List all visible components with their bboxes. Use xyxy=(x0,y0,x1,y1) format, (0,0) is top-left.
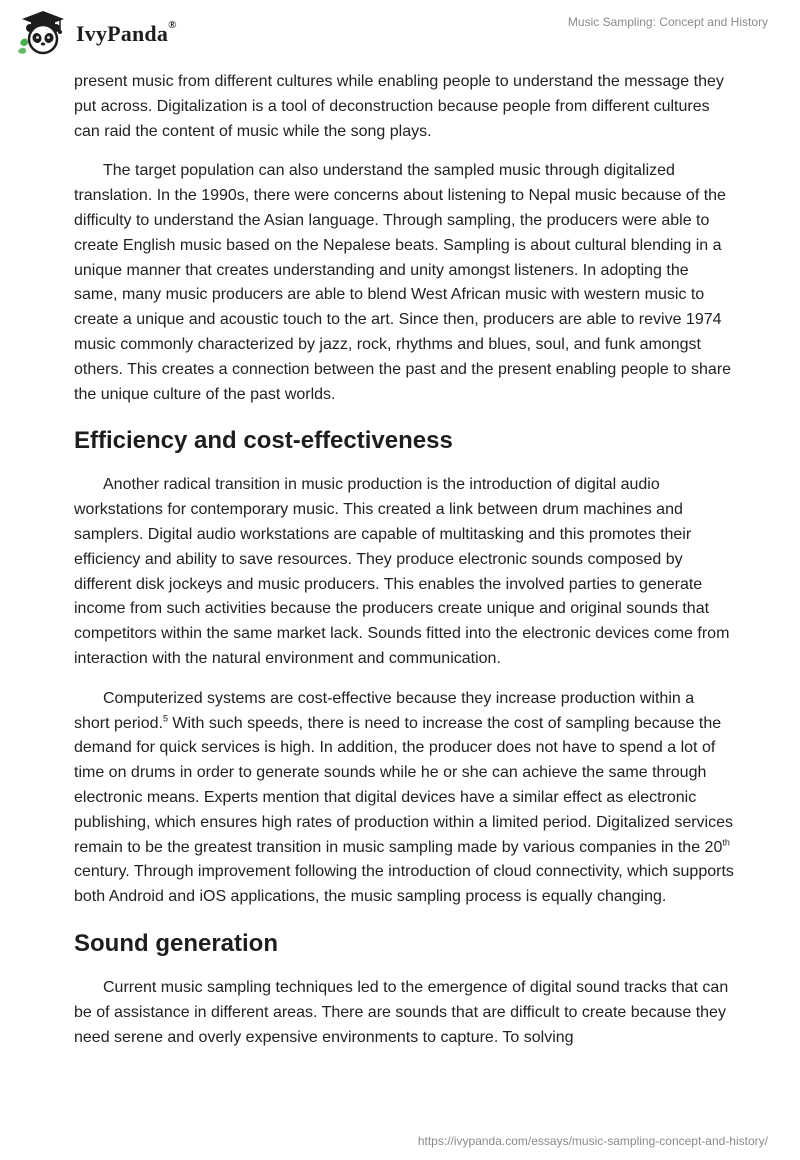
paragraph-text-part: century. Through improvement following the introduction of cloud connectivity, which supports both Android and iOS applications, the music sampling process is equally changing. xyxy=(74,863,734,906)
paragraph-computerized-systems xyxy=(74,687,734,910)
paragraph-sound-tracks: Current music sampling techniques led to the emergence of digital sound tracks that can be of assistance in different areas. There are sounds that are difficult to create because they need serene and overly expensive environments to capture. To solving xyxy=(74,978,729,1046)
essay-content xyxy=(74,70,734,1065)
paragraph-text-part: Computerized systems are cost-effective because they increase production within a short period. xyxy=(74,689,695,732)
paragraph-digitalized-translation: The target population can also understand the sampled music through digitalized translation. In the 1990s, there were concerns about listening to Nepal music because of the difficulty to understand the Asian language. Through sampling, the producers were able to create English music based on the Nepalese beats. Sampling is about cultural blending in a unique manner that creates understanding and unity amongst listeners. In adopting the same, many music producers are able to blend West African music with western music to create a unique and acoustic touch to the art. Since then, producers are able to revive 1974 music commonly characterized by jazz, rock, rhythms and blues, soul, and funk amongst others. This creates a connection between the past and the present enabling people to share the unique culture of the past worlds. xyxy=(74,162,732,403)
panda-graduate-icon xyxy=(16,9,70,57)
source-url[interactable]: https://ivypanda.com/essays/music-sampling-concept-and-history/ xyxy=(417,1134,768,1148)
ordinal-suffix: th xyxy=(722,837,730,848)
document-running-title: Music Sampling: Concept and History xyxy=(567,15,768,29)
section-heading-efficiency: Efficiency and cost-effectiveness xyxy=(74,427,453,455)
paragraph-digital-audio-workstations: Another radical transition in music production is the introduction of digital audio workstations for contemporary music. This created a link between drum machines and samplers. Digital audio workstations are capable of multitasking and this promotes their efficiency and ability to save resources. They produce electronic sounds composed by different disk jockeys and music producers. This enables the involved parties to generate income from such activities because the producers create unique and original sounds that competitors within the same market lack. Sounds fitted into the electronic devices come from interaction with the natural environment and communication. xyxy=(74,476,730,667)
brand-name: IvyPanda® xyxy=(76,19,177,46)
page-header xyxy=(0,0,800,64)
footnote-reference[interactable]: 5 xyxy=(162,713,168,724)
paragraph-continuation: present music from different cultures while enabling people to understand the message they put across. Digitalization is a tool of deconstruction because people from different cultures can raid the content of music while the song plays. xyxy=(74,73,724,140)
section-heading-sound-generation: Sound generation xyxy=(74,929,278,957)
ivypanda-logo[interactable] xyxy=(16,9,177,57)
paragraph-text-part: With such speeds, there is need to increase the cost of sampling because the demand for quick services is high. In addition, the producer does not have to spend a lot of time on drums in order to generate sounds while he or she can achieve the same through electronic means. Experts mention that digital devices have a similar effect as electronic publishing, which ensures high rates of production within a limited period. Digitalized services remain to be the greatest transition in music sampling made by various companies in the 20 xyxy=(74,714,734,856)
registered-mark: ® xyxy=(168,19,177,31)
